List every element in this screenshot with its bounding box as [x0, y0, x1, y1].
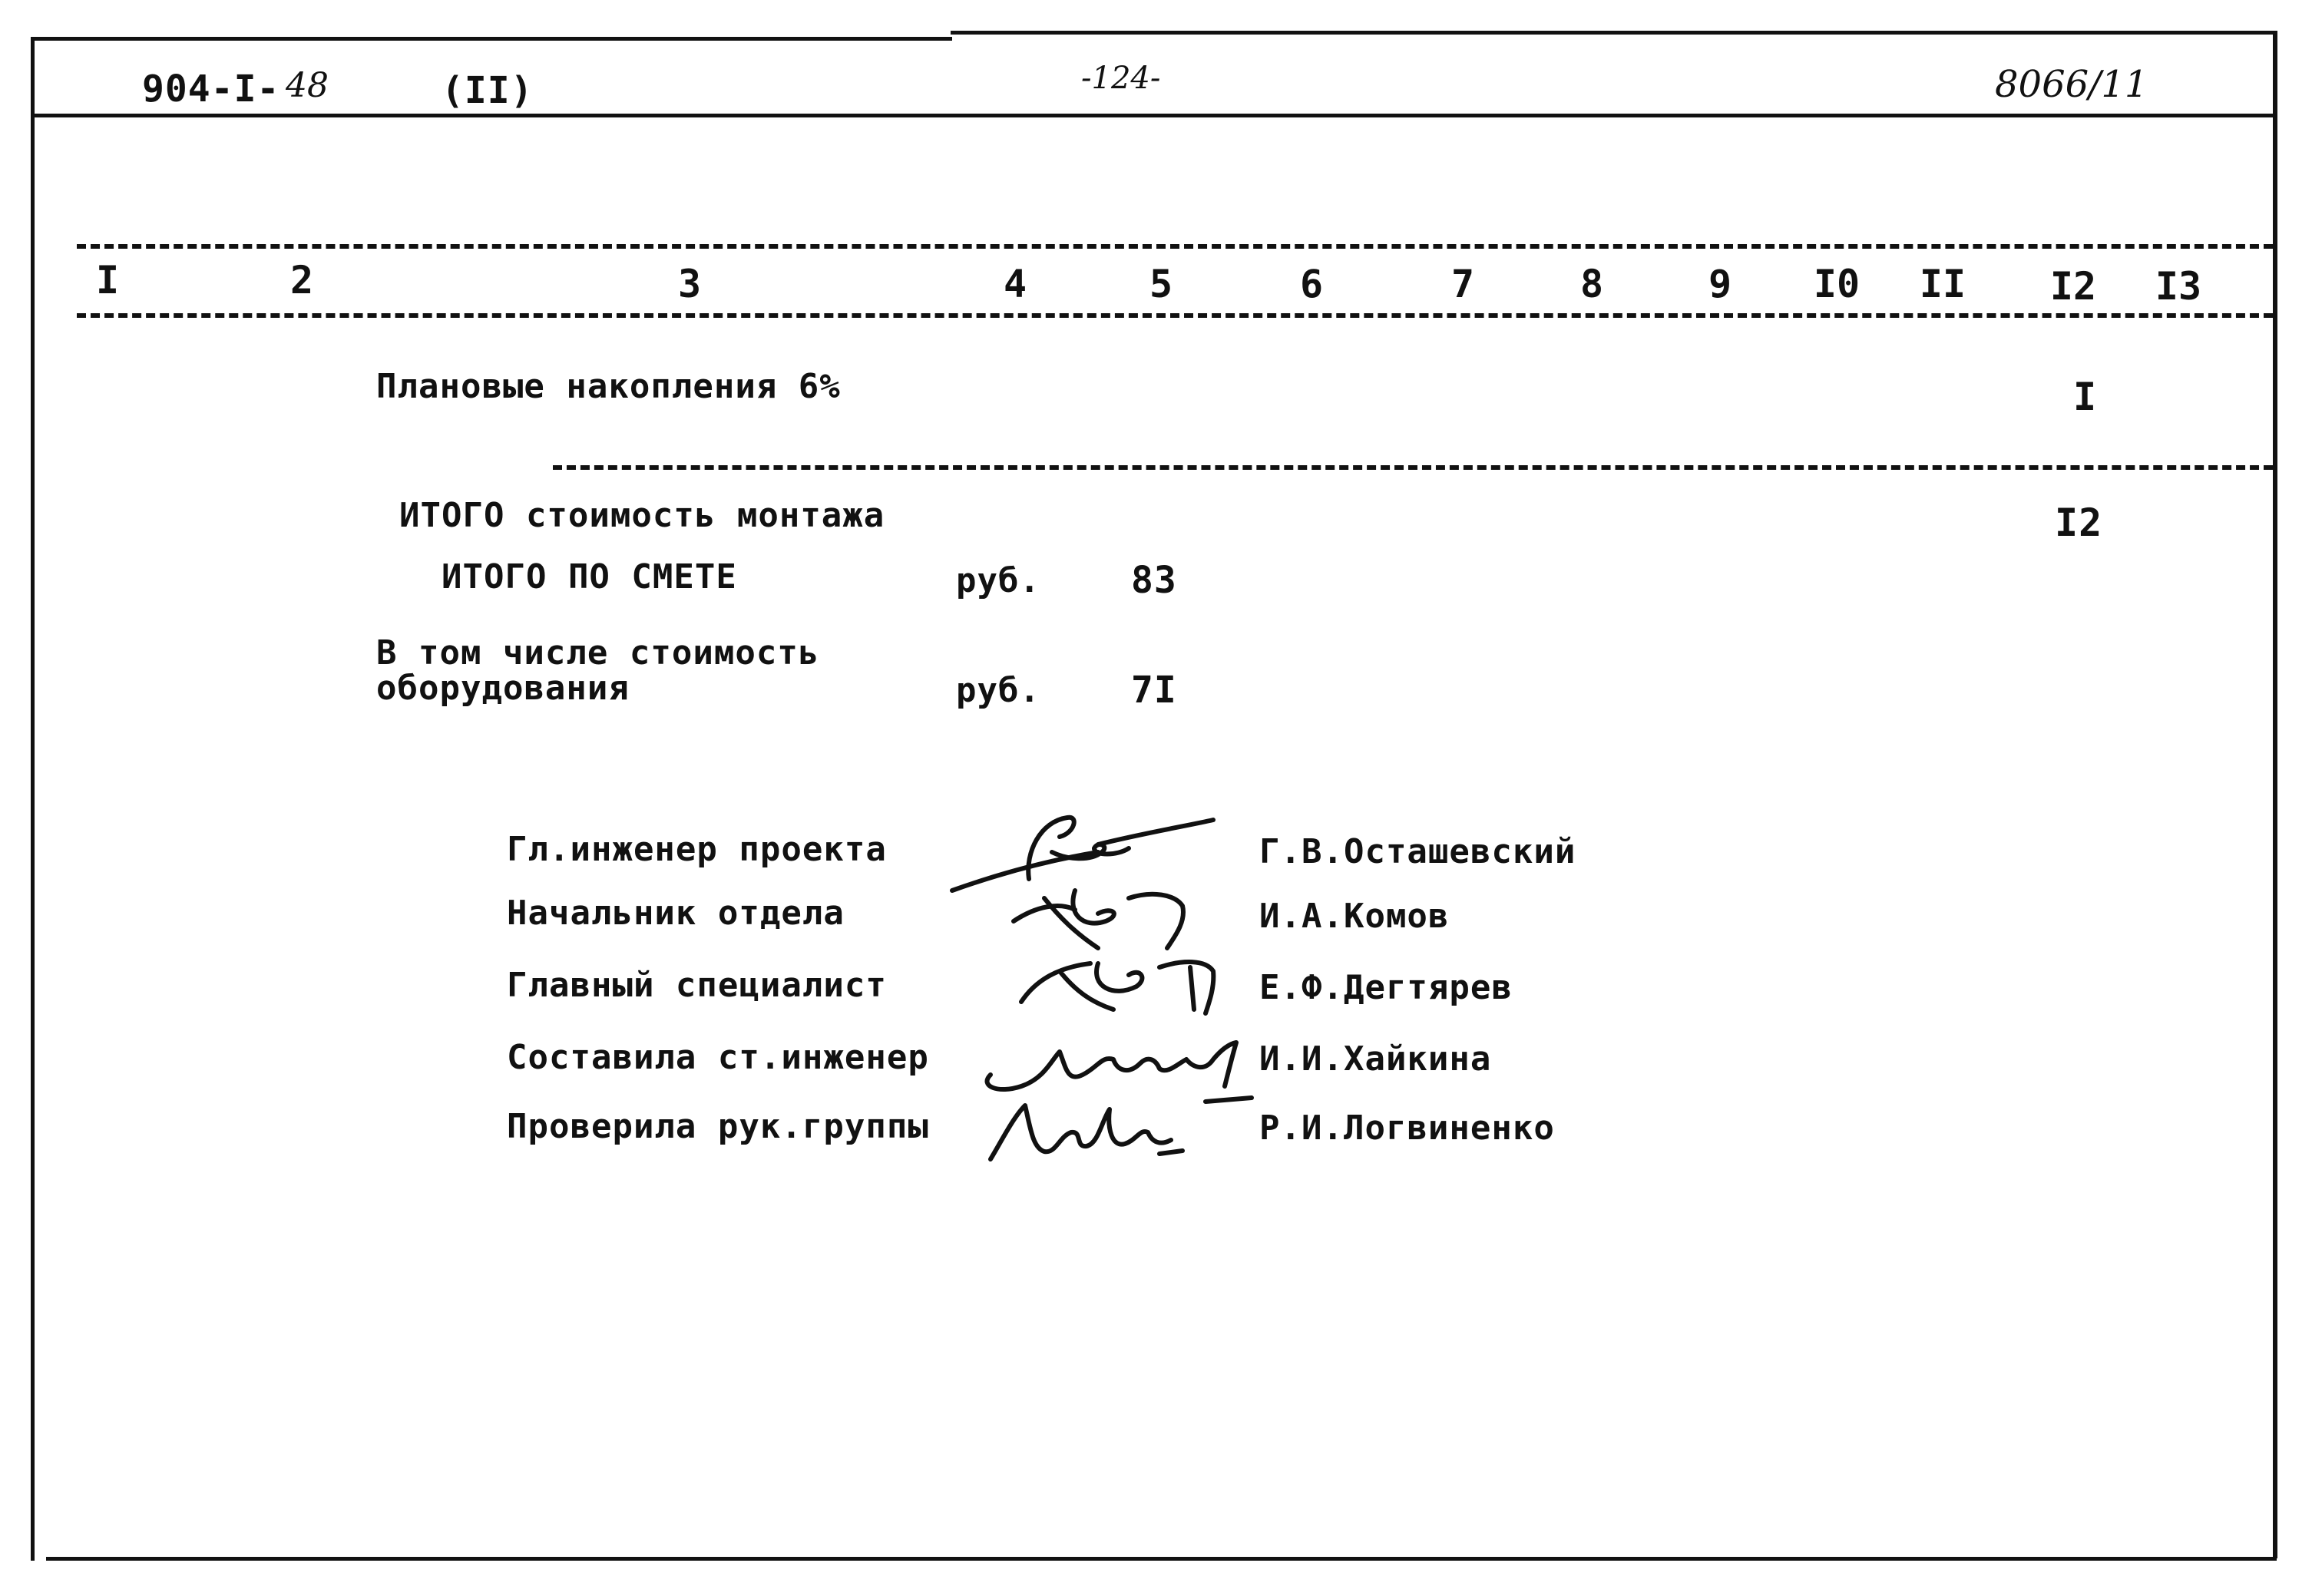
column-header: 6 — [1299, 262, 1324, 306]
row-install-total-label: ИТОГО стоимость монтажа — [399, 496, 885, 535]
doc-code-handwritten: 48 — [286, 66, 329, 105]
frame-top-right — [951, 31, 2277, 35]
column-header: I3 — [2155, 264, 2202, 309]
table-header-bottom-rule — [77, 313, 2273, 318]
signatory-name: Р.И.Логвиненко — [1259, 1109, 1555, 1148]
column-header: 9 — [1708, 262, 1732, 306]
column-header: 8 — [1579, 262, 1604, 306]
row-equipment-label — [376, 633, 914, 708]
signatory-role: Проверила рук.группы — [507, 1107, 929, 1146]
frame-bottom — [46, 1557, 2277, 1561]
subtotal-rule — [553, 465, 2273, 470]
header-divider — [31, 114, 2277, 117]
signatory-role: Гл.инженер проекта — [507, 830, 887, 869]
row-equipment-unit: руб. — [956, 671, 1040, 710]
page-number: -124- — [1081, 61, 1161, 96]
column-header: 2 — [289, 258, 314, 302]
row-estimate-total-label: ИТОГО ПО СМЕТЕ — [442, 557, 737, 596]
row-planned-col12: I — [2073, 375, 2098, 419]
signatory-name: И.И.Хайкина — [1259, 1039, 1492, 1079]
column-header: I2 — [2049, 264, 2097, 309]
column-header: 7 — [1450, 262, 1475, 306]
column-header: 3 — [677, 262, 702, 306]
signatory-role: Главный специалист — [507, 966, 887, 1005]
row-equipment-label-line1: В том числе стоимость — [376, 633, 820, 672]
column-header: 5 — [1149, 262, 1173, 306]
column-header: I — [95, 258, 120, 302]
column-header: II — [1919, 262, 1966, 306]
signatory-name: И.А.Комов — [1259, 897, 1450, 936]
column-header: 4 — [1003, 262, 1027, 306]
signatory-name: Г.В.Осташевский — [1259, 832, 1576, 871]
signature-chief-specialist — [1006, 940, 1252, 1025]
signature-checker — [975, 1086, 1229, 1171]
row-equipment-label-line2: оборудования — [376, 669, 630, 708]
sheet-code: 8066/11 — [1995, 63, 2148, 106]
column-header: I0 — [1813, 262, 1861, 306]
row-estimate-total-unit: руб. — [956, 561, 1040, 600]
row-planned-label: Плановые накопления 6% — [376, 367, 841, 406]
frame-left — [31, 37, 35, 1561]
frame-top-left — [31, 37, 952, 41]
table-header-top-rule — [77, 244, 2273, 249]
row-equipment-value: 7I — [1131, 669, 1177, 712]
signatory-role: Начальник отдела — [507, 894, 845, 933]
signatory-role: Составила ст.инженер — [507, 1038, 929, 1077]
row-estimate-total-value: 83 — [1131, 559, 1177, 602]
section-number: (II) — [442, 69, 534, 112]
signatory-name: Е.Ф.Дегтярев — [1259, 968, 1513, 1007]
row-install-total-col12: I2 — [2055, 501, 2103, 545]
frame-right — [2273, 31, 2277, 1558]
doc-code-prefix: 904-I- — [142, 68, 280, 111]
